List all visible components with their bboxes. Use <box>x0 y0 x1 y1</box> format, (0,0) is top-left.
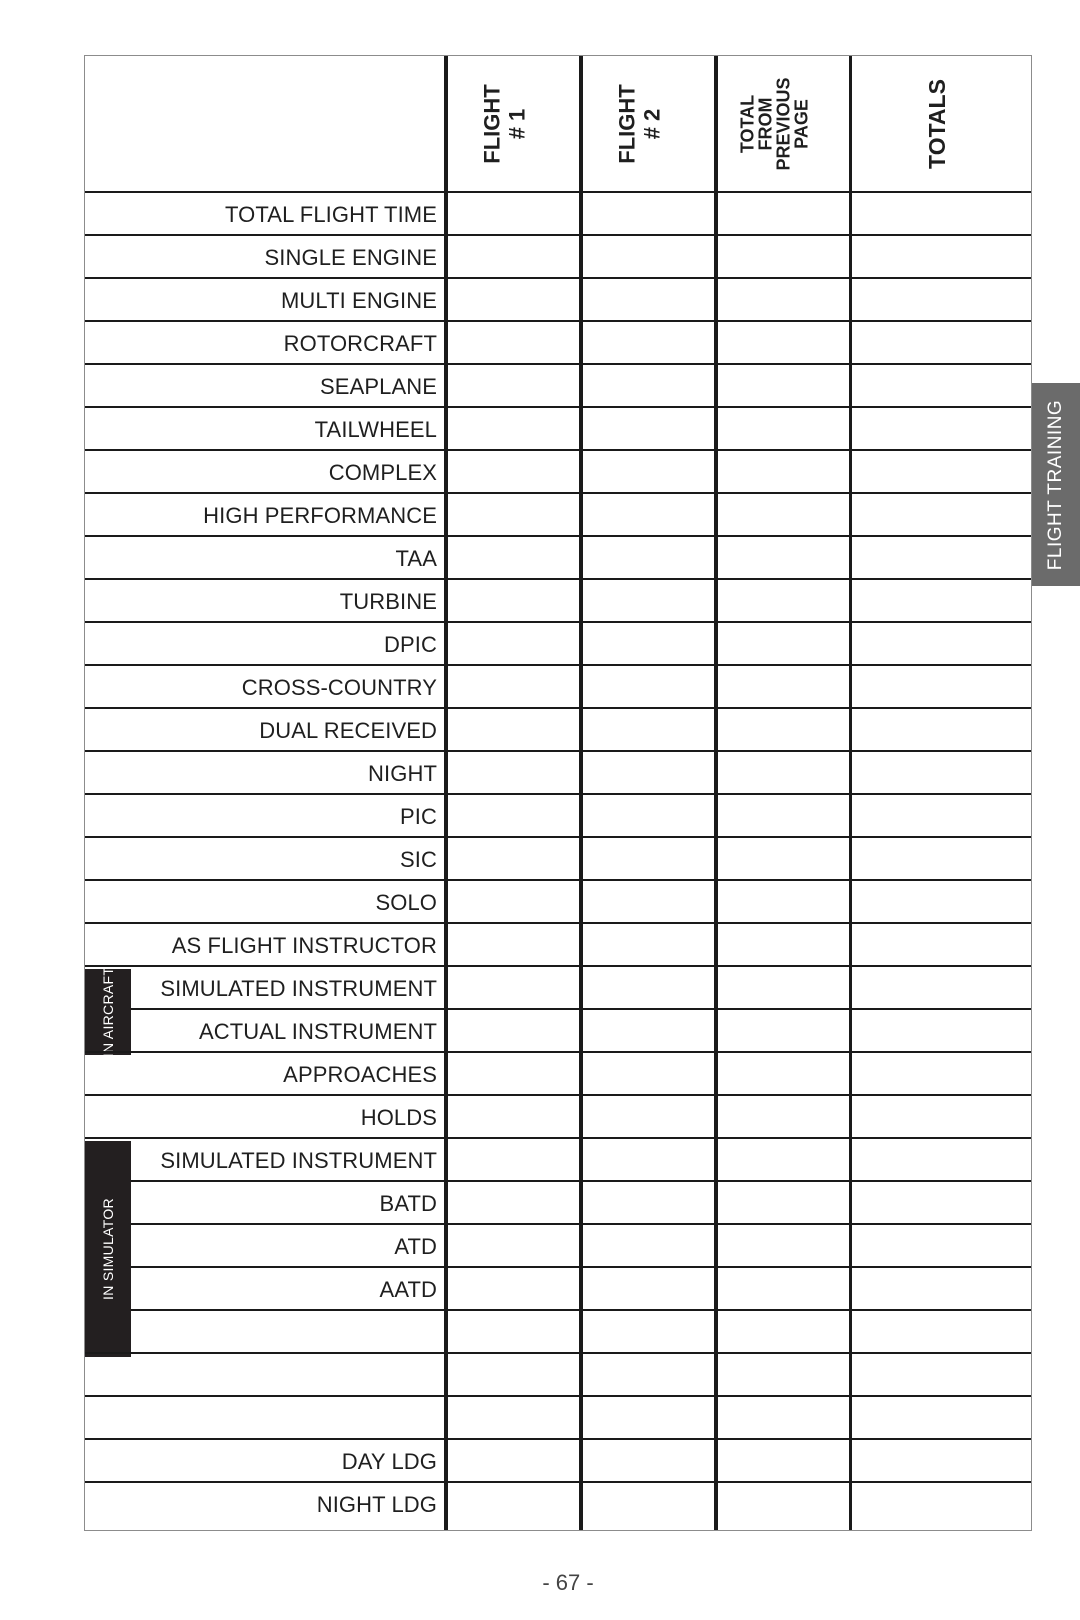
row-divider <box>85 320 1031 322</box>
row-divider <box>85 492 1031 494</box>
column-divider <box>444 56 448 1530</box>
row-label-seaplane: SEAPLANE <box>320 374 437 399</box>
column-header-totals-line-1: TOTALS <box>924 78 950 169</box>
row-divider <box>85 621 1031 623</box>
column-header-previous-line-2: FROM <box>755 97 776 150</box>
row-label-day-ldg: DAY LDG <box>341 1449 437 1474</box>
row-label-dual-received: DUAL RECEIVED <box>259 718 437 743</box>
row-label-simulator-simulated-instrument: SIMULATED INSTRUMENT <box>160 1148 437 1173</box>
row-label-complex: COMPLEX <box>328 460 437 485</box>
row-divider <box>85 922 1031 924</box>
row-label-actual-instrument: ACTUAL INSTRUMENT <box>198 1019 437 1044</box>
row-label-night: NIGHT <box>368 761 437 786</box>
column-divider <box>849 56 852 1530</box>
row-label-holds: HOLDS <box>360 1105 437 1130</box>
row-label-night-ldg: NIGHT LDG <box>316 1492 437 1517</box>
row-divider <box>85 406 1031 408</box>
row-label-rotorcraft: ROTORCRAFT <box>283 331 437 356</box>
column-header-flight-1-line-1: FLIGHT <box>479 83 505 164</box>
row-divider <box>85 1481 1031 1483</box>
row-label-high-performance: HIGH PERFORMANCE <box>203 503 437 528</box>
row-divider <box>85 191 1031 193</box>
row-divider <box>85 234 1031 236</box>
row-label-as-flight-instructor: AS FLIGHT INSTRUCTOR <box>171 933 437 958</box>
row-label-blank-1 <box>85 1311 437 1354</box>
row-label-aatd: AATD <box>379 1277 437 1302</box>
page-number: - 67 - <box>542 1570 594 1595</box>
column-header-previous-line-4: PAGE <box>791 98 812 149</box>
row-divider <box>85 707 1031 709</box>
row-divider <box>85 449 1031 451</box>
group-label-in-aircraft: IN AIRCRAFT <box>100 966 117 1058</box>
section-tab-label: FLIGHT TRAINING <box>1045 399 1066 570</box>
row-divider <box>85 793 1031 795</box>
row-divider <box>85 578 1031 580</box>
row-divider <box>85 750 1031 752</box>
row-label-solo: SOLO <box>375 890 437 915</box>
column-header-flight-1 <box>437 56 572 191</box>
row-label-single-engine: SINGLE ENGINE <box>264 245 437 270</box>
row-label-aircraft-simulated-instrument: SIMULATED INSTRUMENT <box>160 976 437 1001</box>
column-header-previous-line-1: TOTAL <box>737 94 758 153</box>
row-divider <box>85 363 1031 365</box>
column-header-flight-1-line-2: # 1 <box>504 108 530 139</box>
row-label-turbine: TURBINE <box>339 589 437 614</box>
row-divider <box>85 1352 1031 1354</box>
row-label-multi-engine: MULTI ENGINE <box>280 288 437 313</box>
row-divider <box>85 879 1031 881</box>
logbook-table <box>84 55 1032 1531</box>
group-label-in-simulator: IN SIMULATOR <box>100 1198 116 1300</box>
row-label-blank-2 <box>85 1354 437 1397</box>
row-divider <box>85 836 1031 838</box>
row-label-cross-country: CROSS-COUNTRY <box>241 675 437 700</box>
row-divider <box>85 965 1031 967</box>
row-label-total-flight-time: TOTAL FLIGHT TIME <box>225 202 437 227</box>
column-header-flight-2-line-1: FLIGHT <box>614 83 640 164</box>
section-tab <box>1032 383 1080 586</box>
row-label-approaches: APPROACHES <box>283 1062 437 1087</box>
row-label-pic: PIC <box>400 804 437 829</box>
row-divider <box>85 664 1031 666</box>
row-divider <box>85 1137 1031 1139</box>
row-label-batd: BATD <box>379 1191 437 1216</box>
column-header-flight-2-line-2: # 2 <box>639 108 665 139</box>
column-divider <box>579 56 583 1530</box>
row-divider <box>85 1051 1031 1053</box>
row-label-dpic: DPIC <box>384 632 437 657</box>
row-label-atd: ATD <box>394 1234 437 1259</box>
row-label-tailwheel: TAILWHEEL <box>314 417 437 442</box>
column-header-flight-2 <box>572 56 707 191</box>
row-label-blank-3 <box>85 1397 437 1440</box>
row-label-sic: SIC <box>400 847 437 872</box>
column-header-total-from-previous-page <box>707 56 842 191</box>
column-header-totals <box>842 56 1032 191</box>
row-divider <box>85 1094 1031 1096</box>
row-divider <box>85 535 1031 537</box>
column-divider <box>714 56 718 1530</box>
column-header-previous-line-3: PREVIOUS <box>773 76 794 171</box>
row-label-taa: TAA <box>395 546 437 571</box>
row-divider <box>85 1395 1031 1397</box>
row-divider <box>85 1438 1031 1440</box>
row-divider <box>85 277 1031 279</box>
